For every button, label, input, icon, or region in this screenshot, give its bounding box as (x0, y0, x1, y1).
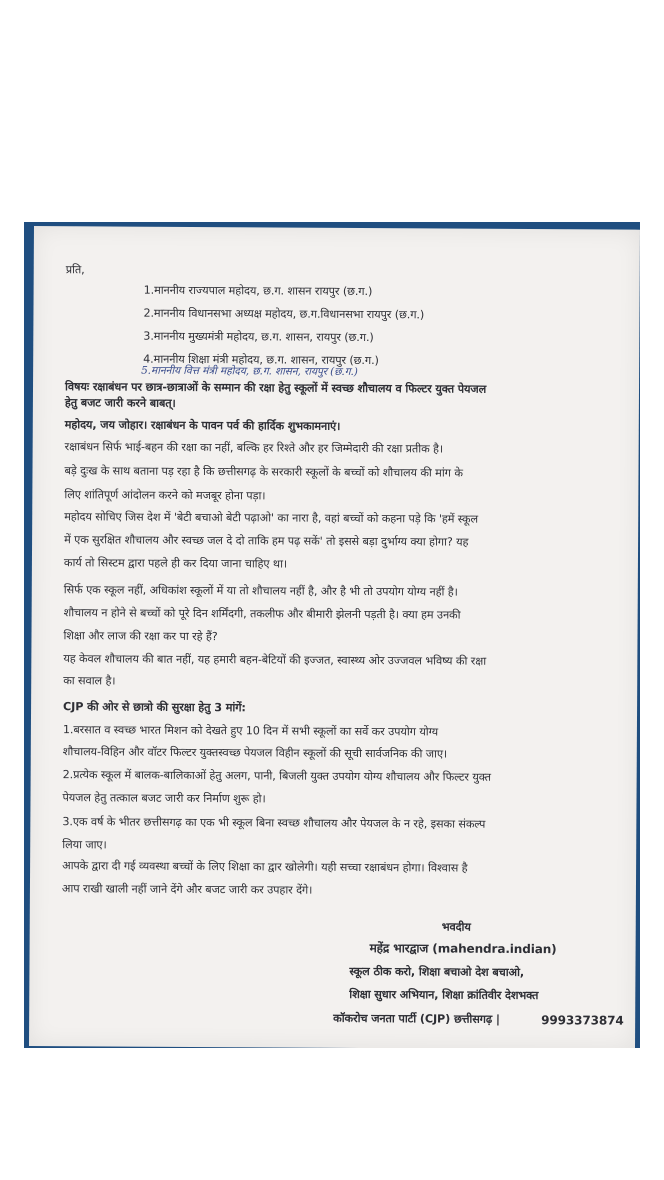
body-line-7: कार्य तो सिस्टम द्वारा पहले ही कर दिया जाना चाहिए था। (63, 556, 288, 571)
recipient-4: 4.माननीय शिक्षा मंत्री महोदय, छ.ग. शासन, रायपुर (छ.ग.) (143, 352, 379, 368)
body-line-8: सिर्फ एक स्कूल नहीं, अधिकांश स्कूलों में या तो शौचालय नहीं है, और है भी तो उपयोग योग्य नहीं है। (63, 583, 458, 599)
recipient-3: 3.माननीय मुख्यमंत्री महोदय, छ.ग. शासन, रायपुर (छ.ग.) (143, 329, 374, 345)
letter-photo (24, 222, 640, 1048)
body-line-2: रक्षाबंधन सिर्फ भाई-बहन की रक्षा का नहीं, बल्कि हर रिश्ते और हर जिम्मेदारी की रक्षा प्रतीक है। (64, 440, 444, 456)
signatory-slogan-2: शिक्षा सुधार अभियान, शिक्षा क्रांतिवीर देशभक्त (349, 987, 539, 1003)
demand-line-2: शौचालय-विहिन और वॉटर फिल्टर युक्तस्वच्छ पेयजल विहीन स्कूलों की सूची सार्वजनिक की जाए। (62, 745, 448, 761)
subject-line-1: विषयः रक्षाबंधन पर छात्र-छात्राओं के सम्मान की रक्षा हेतु स्कूलों में स्वच्छ शौचालय व फिल्टर युक्त पेयजल (64, 380, 487, 396)
demand-line-5: 3.एक वर्ष के भीतर छत्तीसगढ़ का एक भी स्कूल बिना स्वच्छ शौचालय और पेयजल के न रहे, इसका संकल्प (62, 815, 486, 831)
body-line-9: शौचालय न होने से बच्चों को पूरे दिन शर्मिंदगी, तकलीफ और बीमारी झेलनी पड़ती है। क्या हम उनकी (63, 606, 461, 622)
body-line-3: बड़े दुःख के साथ बताना पड़ रहा है कि छत्तीसगढ़ के सरकारी स्कूलों के बच्चों को शौचालय की मांग के (64, 464, 463, 480)
signatory-name: महेंद्र भारद्वाज (mahendra.indian) (369, 941, 557, 957)
body-line-4: लिए शांतिपूर्ण आंदोलन करने को मजबूर होना पड़ा। (64, 488, 266, 503)
body-line-11: यह केवल शौचालय की बात नहीं, यह हमारी बहन-बेटियों की इज्जत, स्वास्थ्य ओर उज्जवल भविष्य की रक्षा (63, 652, 487, 668)
demand-line-3: 2.प्रत्येक स्कूल में बालक-बालिकाओं हेतु अलग, पानी, बिजली युक्त उपयोग योग्य शौचालय और फिल्टर युक्त (62, 768, 491, 784)
recipient-2: 2.माननीय विधानसभा अध्यक्ष महोदय, छ.ग.विधानसभा रायपुर (छ.ग.) (143, 306, 425, 322)
body-line-6: में एक सुरक्षित शौचालय और स्वच्छ जल दे दो ताकि हम पढ़ सकें' तो इससे बड़ा दुर्भाग्य क्या होगा? यह (64, 533, 469, 549)
signatory-slogan-1: स्कूल ठीक करो, शिक्षा बचाओ देश बचाओ, (349, 964, 525, 980)
valediction: भवदीय (441, 920, 471, 934)
closing-line-2: आप राखी खाली नहीं जाने देंगे और बजट जारी कर उपहार देंगे। (61, 882, 313, 897)
body-line-1: महोदय, जय जोहार। रक्षाबंधन के पावन पर्व की हार्दिक शुभकामनाएं। (64, 418, 341, 433)
closing-line-1: आपके द्वारा दी गई व्यवस्था बच्चों के लिए शिक्षा का द्वार खोलेगी। यही सच्चा रक्षाबंधन होगा। विश्वास है (62, 859, 468, 875)
demand-line-4: पेयजल हेतु तत्काल बजट जारी कर निर्माण शुरू हो। (62, 791, 266, 806)
letter-sheet (29, 226, 640, 1048)
demands-heading: CJP की ओर से छात्रो की सुरक्षा हेतु 3 मांगें: (63, 700, 246, 715)
handwritten-recipient-5: 5.माननीय वित्त मंत्री महोदय, छ.ग. शासन, रायपुर (छ.ग.) (141, 364, 358, 378)
signatory-party: कॉकरोच जनता पार्टी (CJP) छत्तीसगढ़ | (333, 1011, 500, 1026)
demand-line-1: 1.बरसात व स्वच्छ भारत मिशन को देखते हुए 10 दिन में सभी स्कूलों का सर्वे कर उपयोग योग्य (62, 723, 439, 739)
signatory-phone: 9993373874 (541, 1013, 624, 1028)
demand-line-6: लिया जाए। (62, 838, 107, 852)
salutation-to: प्रति, (65, 263, 85, 277)
body-line-5: महोदय सोचिए जिस देश में 'बेटी बचाओ बेटी पढ़ाओ' का नारा है, वहां बच्चों को कहना पड़े कि 'हमें स्कूल (64, 510, 479, 526)
recipient-1: 1.माननीय राज्यपाल महोदय, छ.ग. शासन रायपुर (छ.ग.) (143, 283, 373, 299)
body-line-12: का सवाल है। (63, 674, 116, 688)
subject-line-2: हेतु बजट जारी करने बाबत्। (64, 396, 176, 410)
body-line-10: शिक्षा और लाज की रक्षा कर पा रहे हैं? (63, 629, 218, 644)
